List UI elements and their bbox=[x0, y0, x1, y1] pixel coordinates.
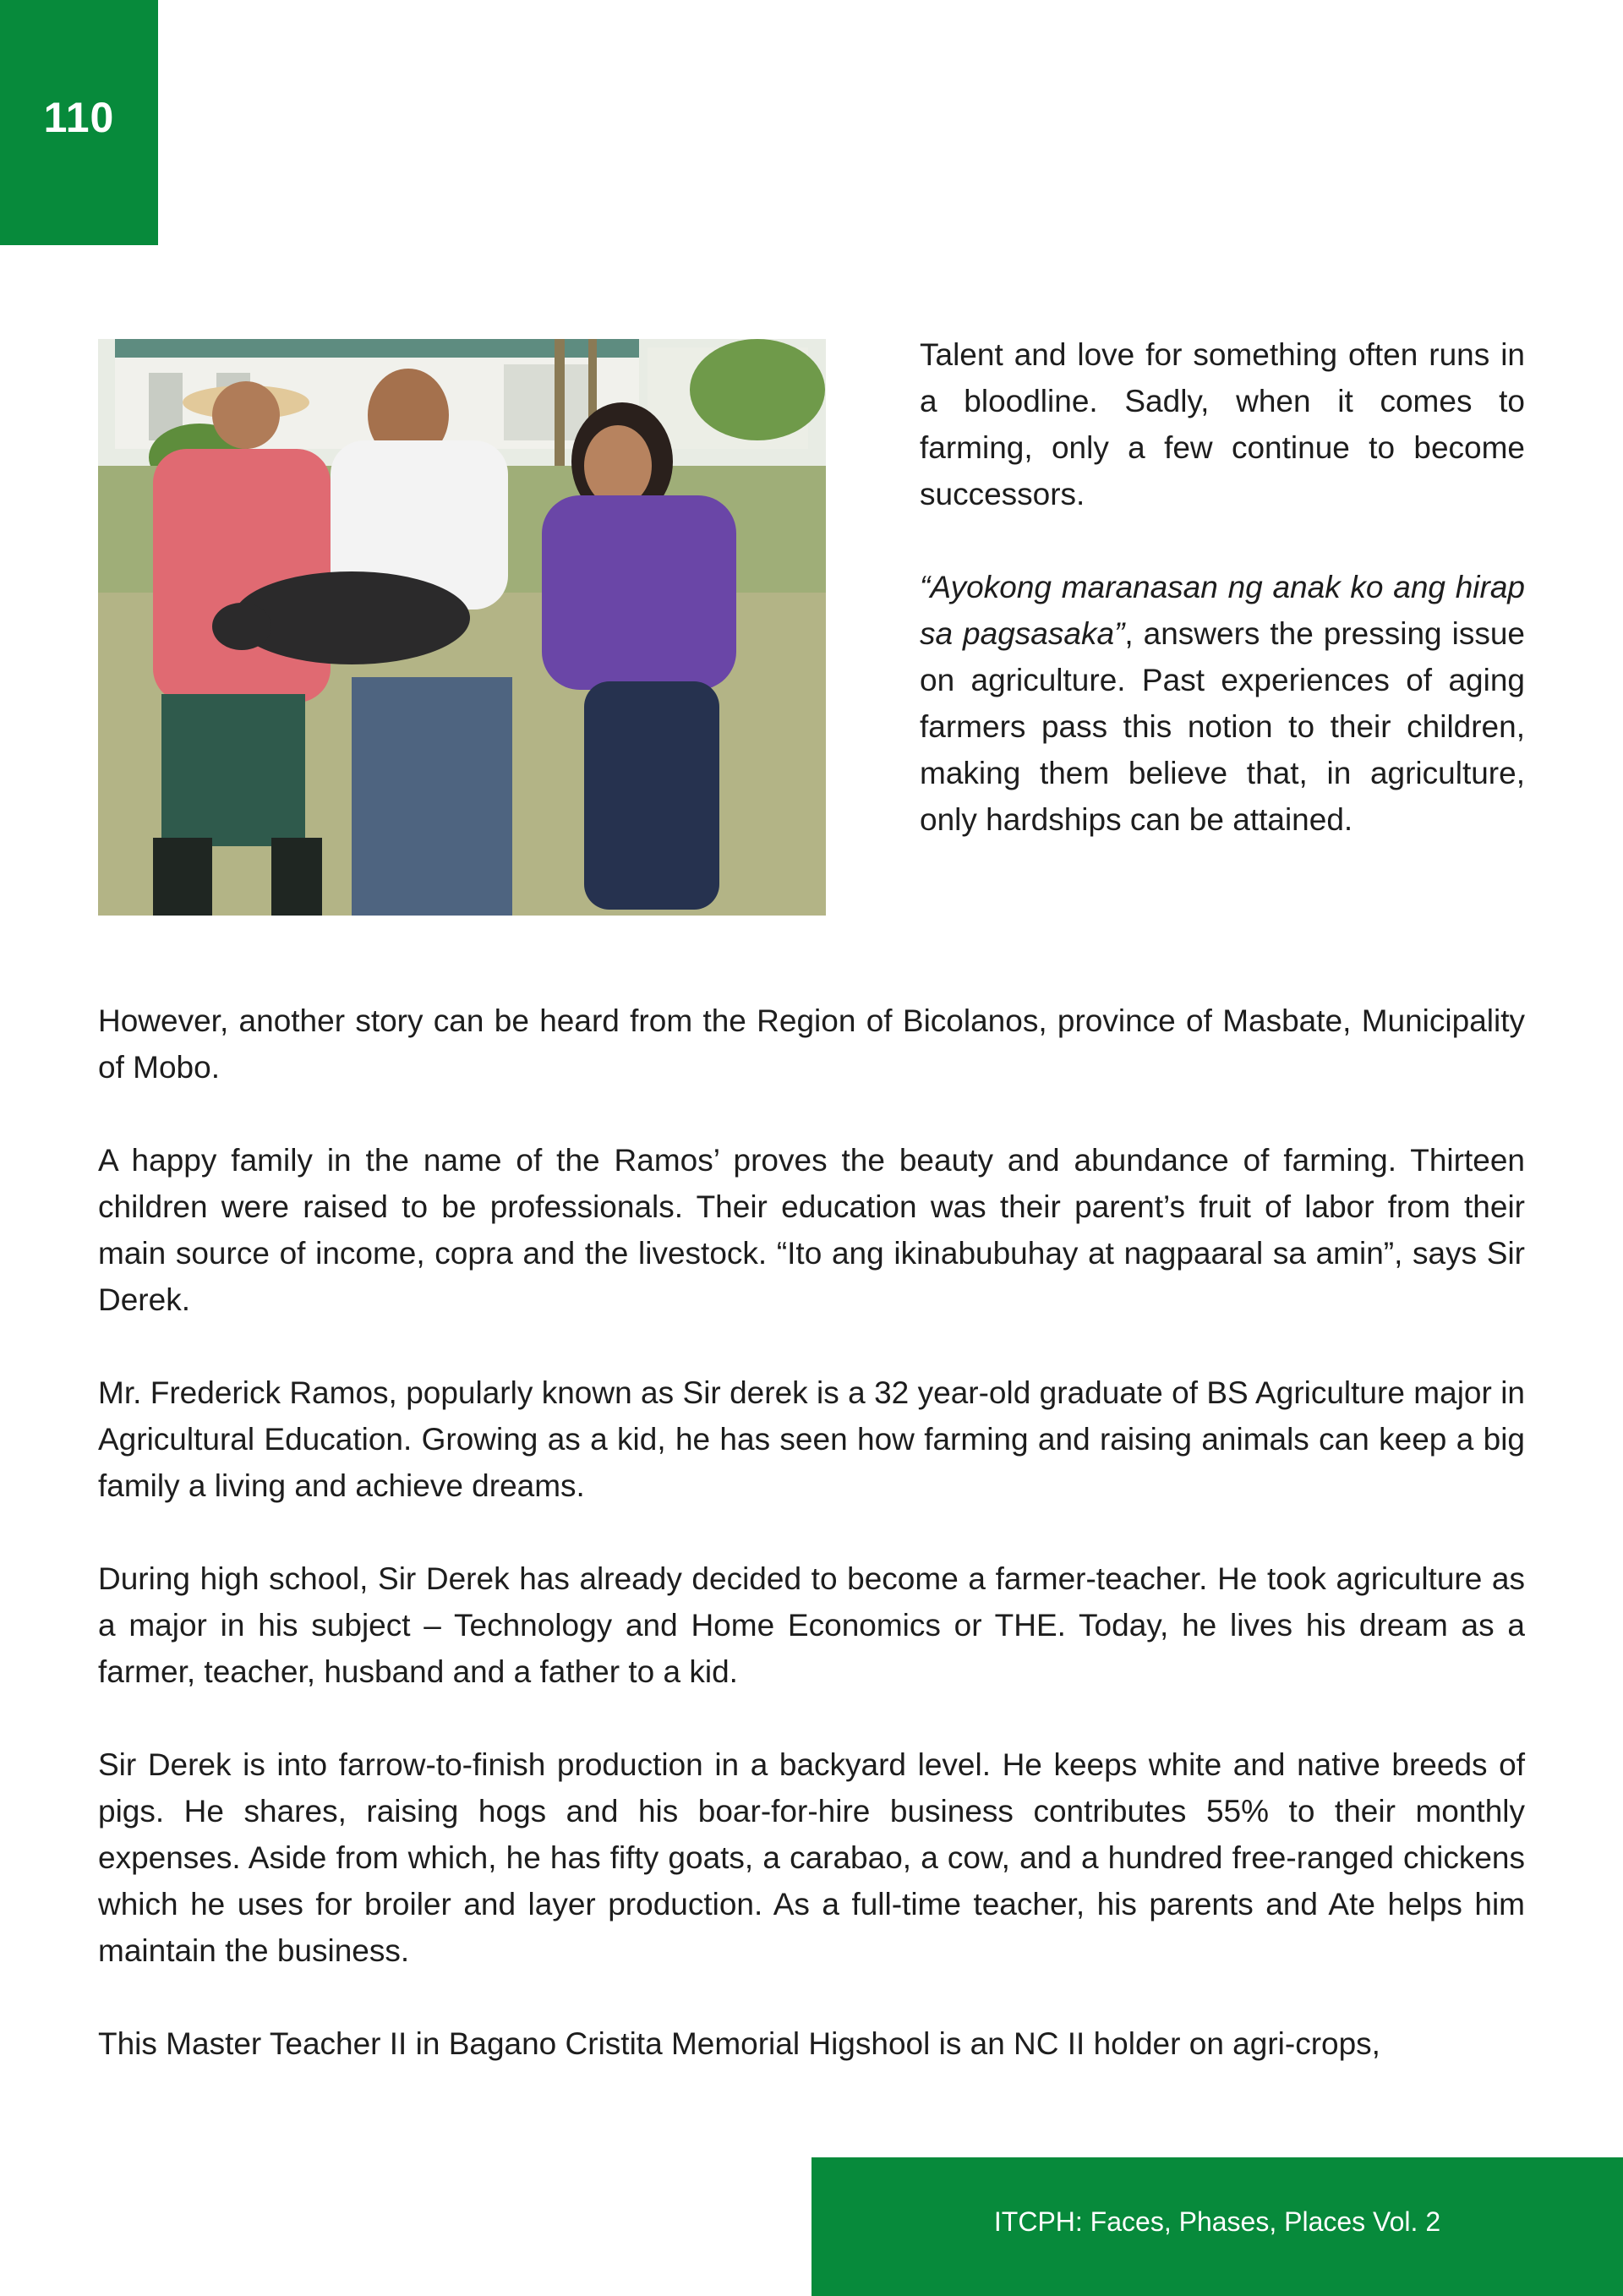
body-paragraph: Sir Derek is into farrow-to-finish production in a backyard level. He keeps white and native breeds of pigs. He shares, raising hogs and his boar-for-hire business contributes 55% to their monthly expenses. Aside from which, he has fifty goats, a carabao, a cow, and a hundred free-ranged chickens which he uses for broiler and layer production. As a full-time teacher, his parents and Ate helps him maintain the business. bbox=[98, 1747, 1525, 1968]
page-number-tab bbox=[0, 0, 158, 245]
feature-photo bbox=[98, 339, 826, 916]
body-paragraph: During high school, Sir Derek has already decided to become a farmer-teacher. He took agriculture as a major in his subject – Technology and Home Economics or THE. Today, he lives his dream as a farmer, teacher, husband and a father to a kid. bbox=[98, 1561, 1525, 1689]
page-number: 110 bbox=[43, 94, 115, 141]
intro-column bbox=[920, 331, 1525, 889]
quote-paragraph bbox=[920, 564, 1525, 843]
body-paragraph: A happy family in the name of the Ramos’ proves the beauty and abundance of farming. Thirteen children were raised to be professionals. Their education was their parent’s fruit of labor from their main source of income, copra and the livestock. “Ito ang ikinabubuhay at nagpaaral sa amin”, says Sir Derek. bbox=[98, 1143, 1525, 1317]
quote-text: “Ayokong maranasan ng anak ko ang hirap sa pagsasaka” bbox=[920, 570, 1525, 651]
body-paragraph: However, another story can be heard from the Region of Bicolanos, province of Masbate, Municipality of Mobo. bbox=[98, 1003, 1525, 1085]
intro-paragraph: Talent and love for something often runs in a bloodline. Sadly, when it comes to farming, only a few continue to become successors. bbox=[920, 337, 1525, 511]
quote-continuation: , answers the pressing issue on agriculture. Past experiences of aging farmers pass this notion to their children, making them believe that, in agriculture, only hardships can be attained. bbox=[920, 616, 1525, 837]
footer-band bbox=[812, 2157, 1623, 2296]
photo-of-three-people-holding-a-pig-icon bbox=[98, 339, 826, 916]
body-paragraph: Mr. Frederick Ramos, popularly known as Sir derek is a 32 year-old graduate of BS Agriculture major in Agricultural Education. Growing as a kid, he has seen how farming and raising animals can keep a big family a living and achieve dreams. bbox=[98, 1375, 1525, 1503]
body-paragraph: This Master Teacher II in Bagano Cristita Memorial Higshool is an NC II holder on agri-crops, bbox=[98, 2026, 1380, 2061]
publication-title: ITCPH: Faces, Phases, Places Vol. 2 bbox=[993, 2206, 1441, 2237]
article-body bbox=[98, 998, 1525, 2113]
